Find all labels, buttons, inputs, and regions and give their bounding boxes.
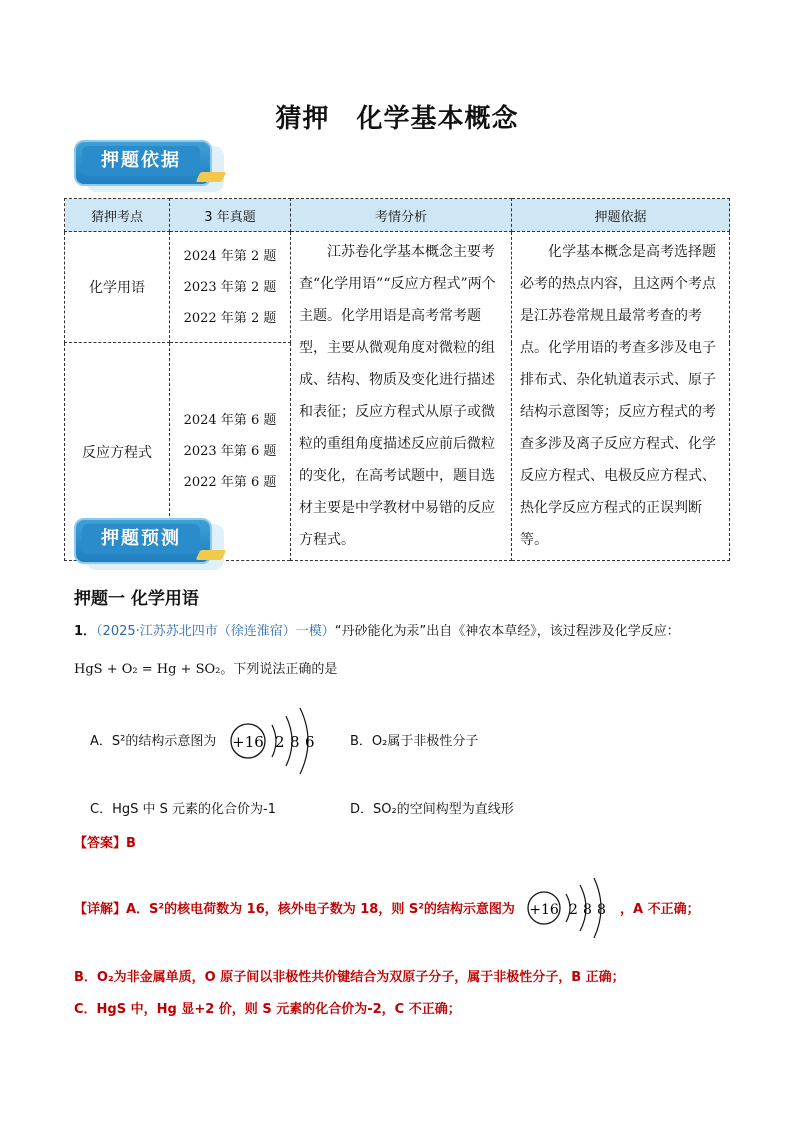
question-equation-line <box>74 660 337 680</box>
detail-a-prefix: 【详解】A．S²的核电荷数为 16，核外电子数为 18，则 S²的结构示意图为 <box>74 902 515 917</box>
table-header: 考情分析 <box>291 199 512 232</box>
table-header: 3 年真题 <box>170 199 291 232</box>
banner-label: 押题预测 <box>82 524 200 554</box>
table-row <box>65 232 730 343</box>
option-d: D．SO₂的空间构型为直线形 <box>350 802 514 817</box>
question-stem <box>74 622 754 642</box>
detail-a-suffix: ，A 不正确； <box>620 902 700 917</box>
years-cell <box>170 232 291 343</box>
atom-structure-diagram-detail <box>526 870 626 946</box>
shell-label: 8 <box>290 733 300 751</box>
banner-label: 押题依据 <box>82 146 200 176</box>
section-banner-prediction <box>74 518 224 574</box>
question-source: （2025·江苏苏北四市（徐连淮宿）一模） <box>96 624 335 639</box>
table-header: 猜押考点 <box>65 199 170 232</box>
pencil-icon <box>196 172 227 182</box>
question-text-2: 。下列说法正确的是 <box>220 662 338 677</box>
topic-cell: 化学用语 <box>65 232 170 343</box>
detail-c: C．HgS 中，Hg 显+2 价，则 S 元素的化合价为-2，C 不正确； <box>74 1002 461 1017</box>
question-text: “丹砂能化为汞”出自《神农本草经》，该过程涉及化学反应： <box>334 624 680 639</box>
option-b: B．O₂属于非极性分子 <box>350 734 479 749</box>
page-title: 猜押 化学基本概念 <box>275 104 519 134</box>
topic-table <box>64 198 730 561</box>
shell-label: 2 <box>569 902 578 918</box>
section-heading: 押题一 化学用语 <box>74 589 199 609</box>
table-header: 押题依据 <box>512 199 730 232</box>
year-item: 2024 年第 6 题 <box>183 413 277 429</box>
analysis-cell: 江苏卷化学基本概念主要考查“化学用语”“反应方程式”两个主题。化学用语是高考常考题型，主要从微观角度对微粒的组成、结构、物质及变化进行描述和表征；反应方程式从原子或微粒的重组角度描述反应前后微粒的变化，在高考试题中，题目选材主要是中学教材中易错的反应方程式。 <box>291 232 512 561</box>
section-banner-basis <box>74 140 224 196</box>
option-a: A．S²的结构示意图为 <box>90 734 217 749</box>
detail-b: B．O₂为非金属单质，O 原子间以非极性共价键结合为双原子分子，属于非极性分子，B 正确； <box>74 970 625 985</box>
table-header-row <box>65 199 730 232</box>
pencil-icon <box>196 550 227 560</box>
shell-label: 6 <box>305 733 315 751</box>
year-item: 2024 年第 2 题 <box>183 248 277 264</box>
answer: 【答案】B <box>74 836 136 851</box>
nucleus-label: +16 <box>529 902 559 918</box>
question-number: 1． <box>74 624 97 639</box>
year-item: 2022 年第 2 题 <box>183 310 277 326</box>
option-c: C．HgS 中 S 元素的化合价为-1 <box>90 802 276 817</box>
year-item: 2022 年第 6 题 <box>183 475 277 491</box>
shell-label: 2 <box>275 733 285 751</box>
atom-structure-diagram-a <box>228 700 328 786</box>
topic-cell: 反应方程式 <box>65 343 170 561</box>
nucleus-label: +16 <box>232 733 264 751</box>
year-item: 2023 年第 2 题 <box>183 279 277 295</box>
shell-label: 8 <box>583 902 592 918</box>
year-item: 2023 年第 6 题 <box>183 444 277 460</box>
basis-cell: 化学基本概念是高考选择题必考的热点内容，且这两个考点是江苏卷常规且最常考查的考点。化学用语的考查多涉及电子排布式、杂化轨道表示式、原子结构示意图等；反应方程式的考查多涉及离子反应方程式、化学反应方程式、电极反应方程式、热化学反应方程式的正误判断等。 <box>512 232 730 561</box>
shell-label: 8 <box>597 902 606 918</box>
equation: HgS + O₂ = Hg + SO₂ <box>74 662 221 677</box>
